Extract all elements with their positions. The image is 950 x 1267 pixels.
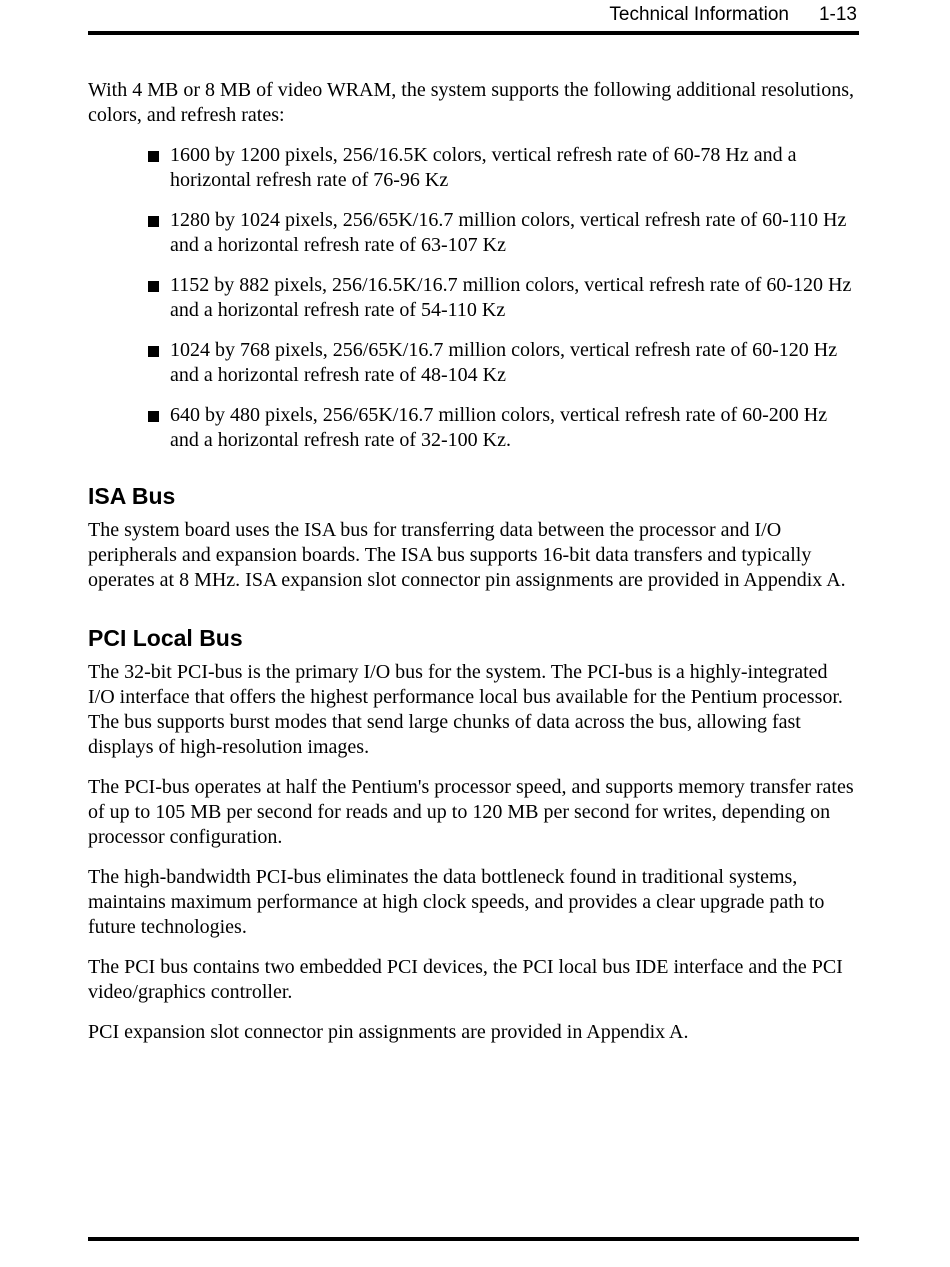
list-item	[146, 338, 859, 388]
square-bullet-icon	[148, 216, 159, 227]
pci-paragraph: The PCI-bus operates at half the Pentium's processor speed, and supports memory transfer rates of up to 105 MB per second for reads and up to 120 MB per second for writes, depending on processor configuration.	[88, 776, 854, 848]
square-bullet-icon	[148, 346, 159, 357]
page-header	[88, 3, 859, 27]
list-item	[146, 143, 859, 193]
list-item-text: 1152 by 882 pixels, 256/16.5K/16.7 million colors, vertical refresh rate of 60-120 Hz and a horizontal refresh rate of 54-110 Kz	[170, 274, 852, 321]
list-item	[146, 403, 859, 453]
list-item-text: 1600 by 1200 pixels, 256/16.5K colors, vertical refresh rate of 60-78 Hz and a horizontal refresh rate of 76-96 Kz	[170, 144, 797, 191]
isa-bus-paragraph: The system board uses the ISA bus for transferring data between the processor and I/O peripherals and expansion boards. The ISA bus supports 16-bit data transfers and typically operates at 8 MHz. ISA expansion slot connector pin assignments are provided in Appendix A.	[88, 519, 846, 591]
list-item-text: 1280 by 1024 pixels, 256/65K/16.7 million colors, vertical refresh rate of 60-110 Hz and a horizontal refresh rate of 63-107 Kz	[170, 209, 847, 256]
list-item	[146, 208, 859, 258]
page-body	[88, 78, 859, 1060]
pci-local-bus-heading: PCI Local Bus	[88, 625, 243, 651]
square-bullet-icon	[148, 411, 159, 422]
square-bullet-icon	[148, 281, 159, 292]
list-item-text: 640 by 480 pixels, 256/65K/16.7 million colors, vertical refresh rate of 60-200 Hz and a horizontal refresh rate of 32-100 Kz.	[170, 404, 828, 451]
footer-rule	[88, 1237, 859, 1241]
pci-paragraph: The 32-bit PCI-bus is the primary I/O bus for the system. The PCI-bus is a highly-integrated I/O interface that offers the highest performance local bus available for the Pentium processor. The bus supports burst modes that send large chunks of data across the bus, allowing fast displays of high-resolution images.	[88, 661, 843, 758]
square-bullet-icon	[148, 151, 159, 162]
section-title: Technical Information	[609, 4, 789, 25]
page-number: 1-13	[818, 4, 857, 25]
list-item-text: 1024 by 768 pixels, 256/65K/16.7 million colors, vertical refresh rate of 60-120 Hz and a horizontal refresh rate of 48-104 Kz	[170, 339, 838, 386]
intro-paragraph: With 4 MB or 8 MB of video WRAM, the system supports the following additional resolutions, colors, and refresh rates:	[88, 79, 855, 126]
list-item	[146, 273, 859, 323]
isa-bus-heading: ISA Bus	[88, 483, 176, 509]
header-rule	[88, 31, 859, 35]
pci-paragraph: The high-bandwidth PCI-bus eliminates the data bottleneck found in traditional systems, maintains maximum performance at high clock speeds, and provides a clear upgrade path to future technologies.	[88, 866, 825, 938]
resolution-list	[88, 143, 859, 453]
pci-paragraph: PCI expansion slot connector pin assignments are provided in Appendix A.	[88, 1021, 689, 1043]
pci-paragraph: The PCI bus contains two embedded PCI devices, the PCI local bus IDE interface and the PCI video/graphics controller.	[88, 956, 843, 1003]
